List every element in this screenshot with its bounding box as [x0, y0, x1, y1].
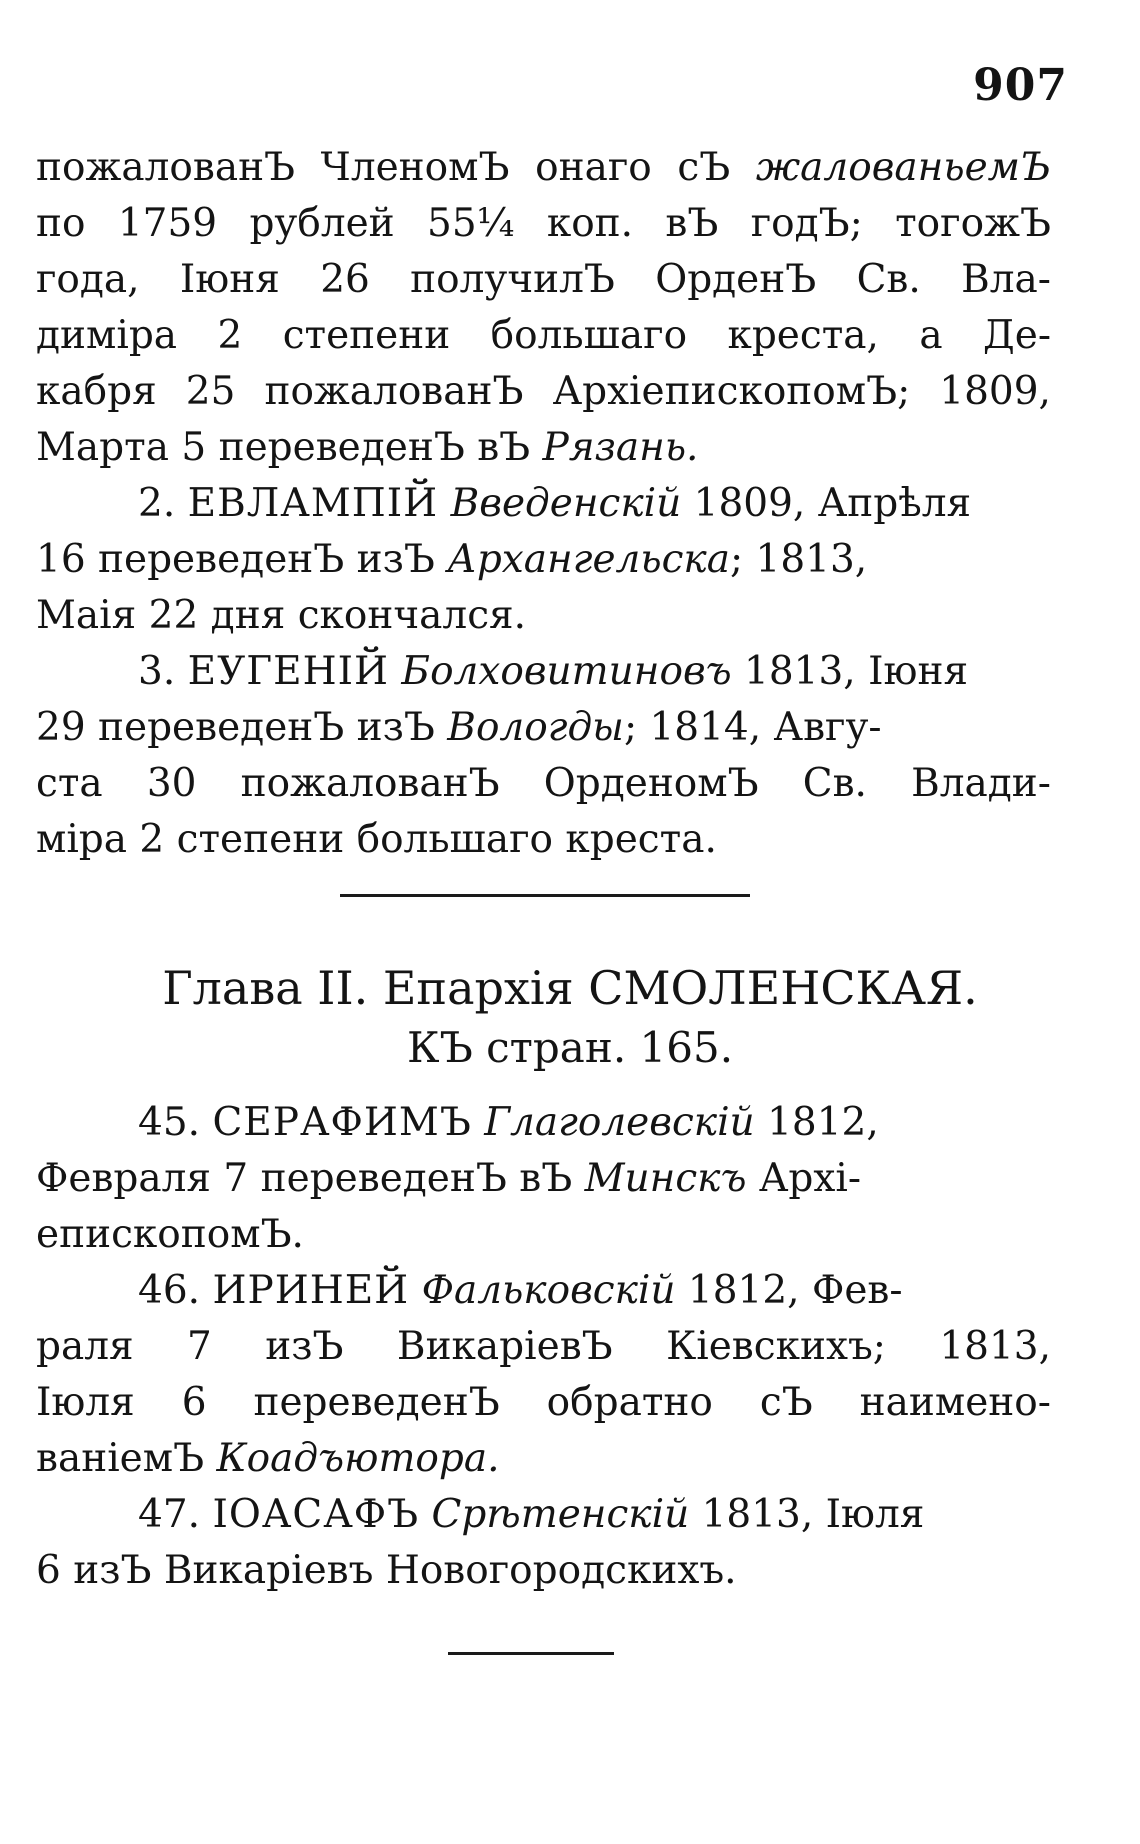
- text-line: 16 переведенЪ изЪ Архангельска; 1813,: [36, 537, 868, 582]
- text-line: ванiемЪ Коадъютора.: [36, 1436, 500, 1481]
- end-divider: [448, 1652, 614, 1655]
- entry-name: ЕУГЕНIЙ: [187, 649, 389, 694]
- text-line: кабря 25 пожалованЪ АрхiепископомЪ; 1809,: [36, 369, 1051, 414]
- text-line: года, Iюня 26 получилЪ ОрденЪ Св. Вла-: [36, 257, 1051, 302]
- entry-45: 45. СЕРАФИМЪ Глаголевскiй 1812,: [138, 1100, 879, 1145]
- text-line: 29 переведенЪ изЪ Вологды; 1814, Авгу-: [36, 705, 882, 750]
- text-line: по 1759 рублей 55¼ коп. вЪ годЪ; тогожЪ: [36, 201, 1051, 246]
- text-line: Марта 5 переведенЪ вЪ Рязань.: [36, 425, 699, 470]
- text-line: Iюля 6 переведенЪ обратно сЪ наимено-: [36, 1380, 1051, 1425]
- section-divider: [340, 894, 750, 897]
- entry-name: СЕРАФИМЪ: [212, 1100, 472, 1145]
- entry-46: 46. ИРИНЕЙ Фальковскiй 1812, Фев-: [138, 1268, 903, 1313]
- text-line: ста 30 пожалованЪ ОрденомЪ Св. Влади-: [36, 761, 1051, 806]
- entry-name: IОАСАФЪ: [212, 1492, 420, 1537]
- entry-2: 2. ЕВЛАМПIЙ Введенскiй 1809, Апрѣля: [138, 481, 972, 526]
- chapter-title: Глава II. Епархiя СМОЛЕНСКАЯ.: [162, 961, 978, 1015]
- text-line: Маiя 22 дня скончался.: [36, 593, 527, 638]
- entry-name: ЕВЛАМПIЙ: [187, 481, 439, 526]
- text-line: димiра 2 степени большаго креста, а Де-: [36, 313, 1051, 358]
- text-line: епископомЪ.: [36, 1212, 304, 1257]
- chapter-reference: КЪ стран. 165.: [406, 1023, 734, 1072]
- text-line: раля 7 изЪ ВикарiевЪ Кiевскихъ; 1813,: [36, 1324, 1051, 1369]
- text-line: пожалованЪ ЧленомЪ онаго сЪ жалованьемЪ: [36, 145, 1051, 190]
- text-line: мiра 2 степени большаго креста.: [36, 817, 717, 862]
- page-number: 907: [973, 60, 1068, 111]
- text-line: Февраля 7 переведенЪ вЪ Минскъ Архi-: [36, 1156, 861, 1201]
- text-line: 6 изЪ Викарiевъ Новогородскихъ.: [36, 1548, 737, 1593]
- entry-name: ИРИНЕЙ: [212, 1268, 410, 1313]
- entry-47: 47. IОАСАФЪ Срѣтенскiй 1813, Iюля: [138, 1492, 925, 1537]
- entry-3: 3. ЕУГЕНIЙ Болховитиновъ 1813, Iюня: [138, 649, 969, 694]
